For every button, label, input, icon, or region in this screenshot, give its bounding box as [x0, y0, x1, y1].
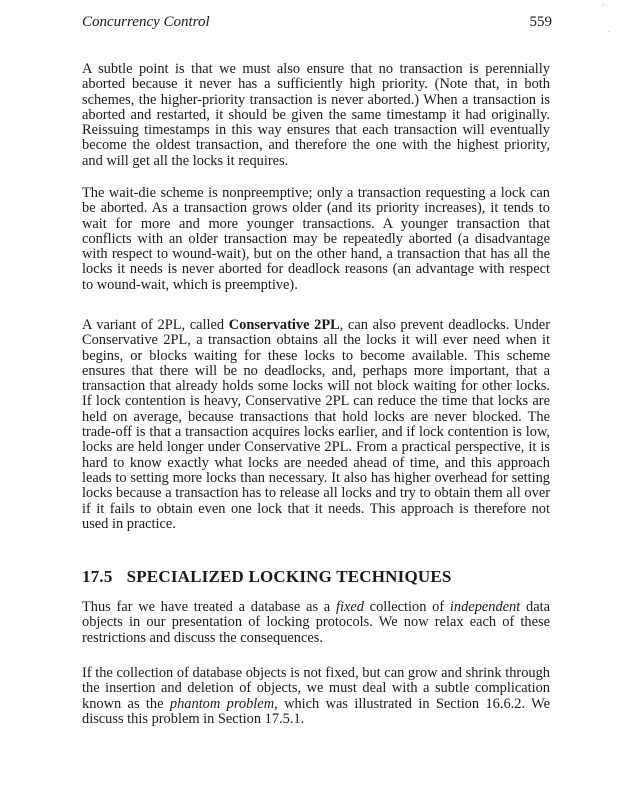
- paragraph-text: collection of: [363, 599, 450, 615]
- emphasis-text: independent: [449, 599, 521, 615]
- paragraph-text: A variant of 2PL, called: [82, 317, 229, 333]
- paragraph-text: , which was illustrated in Section 16.6.2. We discuss this problem in Section 17.5.1.: [82, 695, 550, 727]
- paragraph-phantom-problem: [82, 666, 550, 727]
- margin-mark-top: ': [602, 3, 604, 11]
- paragraph-text: Thus far we have treated a database as a: [82, 599, 336, 615]
- page-number: 559: [529, 14, 552, 30]
- emphasis-text: phantom problem: [169, 695, 275, 712]
- margin-mark-side: .: [607, 26, 610, 34]
- section-title: SPECIALIZED LOCKING TECHNIQUES: [126, 567, 452, 586]
- paragraph-perennial-abort: A subtle point is that we must also ensure that no transaction is perennially aborted because it never has a sufficiently high priority. (Note that, in both schemes, the higher-priority transaction is never aborted.) When a transaction is aborted and restarted, it should be given the same timestamp it had originally. Reissuing timestamps in this way ensures that each transaction will eventually become the oldest transaction, and therefore the one with the highest priority, and will get all the locks it requires.: [82, 61, 550, 169]
- running-title: Concurrency Control: [82, 14, 210, 30]
- paragraph-text: , can also prevent deadlocks. Under Conservative 2PL, a transaction obtains all the locks it will ever need when it begins, or blocks waiting for these locks to become available. This scheme ensures that there will be no deadlocks, and, perhaps more important, that a transaction that already holds some locks will not block waiting for other locks. If lock contention is heavy, Conservative 2PL can reduce the time that locks are held on average, because transactions that hold locks are never blocked. The trade-off is that a transaction acquires locks earlier, and if lock contention is low, locks are held longer under Conservative 2PL. From a practical perspective, it is hard to know exactly what locks are needed ahead of time, and this approach leads to setting more locks than necessary. It also has higher overhead for setting locks because a transaction has to release all locks and try to obtain them all over if it fails to obtain even one lock that it needs. This approach is therefore not used in practice.: [82, 317, 550, 532]
- paragraph-conservative-2pl: [82, 318, 550, 532]
- paragraph-wait-die: The wait-die scheme is nonpreemptive; only a transaction requesting a lock can be aborted. As a transaction grows older (and its priority increases), it tends to wait for more and more younger transactions. A younger transaction that conflicts with an older transaction may be repeatedly aborted (a disadvantage with respect to wound-wait), but on the other hand, a transaction that has all the locks it needs is never aborted for deadlock reasons (an advantage with respect to wound-wait, which is preemptive).: [82, 185, 550, 293]
- running-header: [82, 14, 552, 34]
- defined-term: Conservative 2PL: [228, 317, 340, 333]
- section-heading: [82, 566, 550, 588]
- paragraph-text: data objects in our presentation of locking protocols. We now relax each of these restrictions and discuss the consequences.: [82, 599, 550, 646]
- paragraph-fixed-collection: [82, 600, 550, 646]
- section-number: 17.5: [82, 567, 113, 586]
- emphasis-text: fixed: [335, 599, 364, 615]
- paragraph-text: If the collection of database objects is not fixed, but can grow and shrink through the insertion and deletion of objects, we must deal with a subtle complication known as the: [82, 665, 550, 712]
